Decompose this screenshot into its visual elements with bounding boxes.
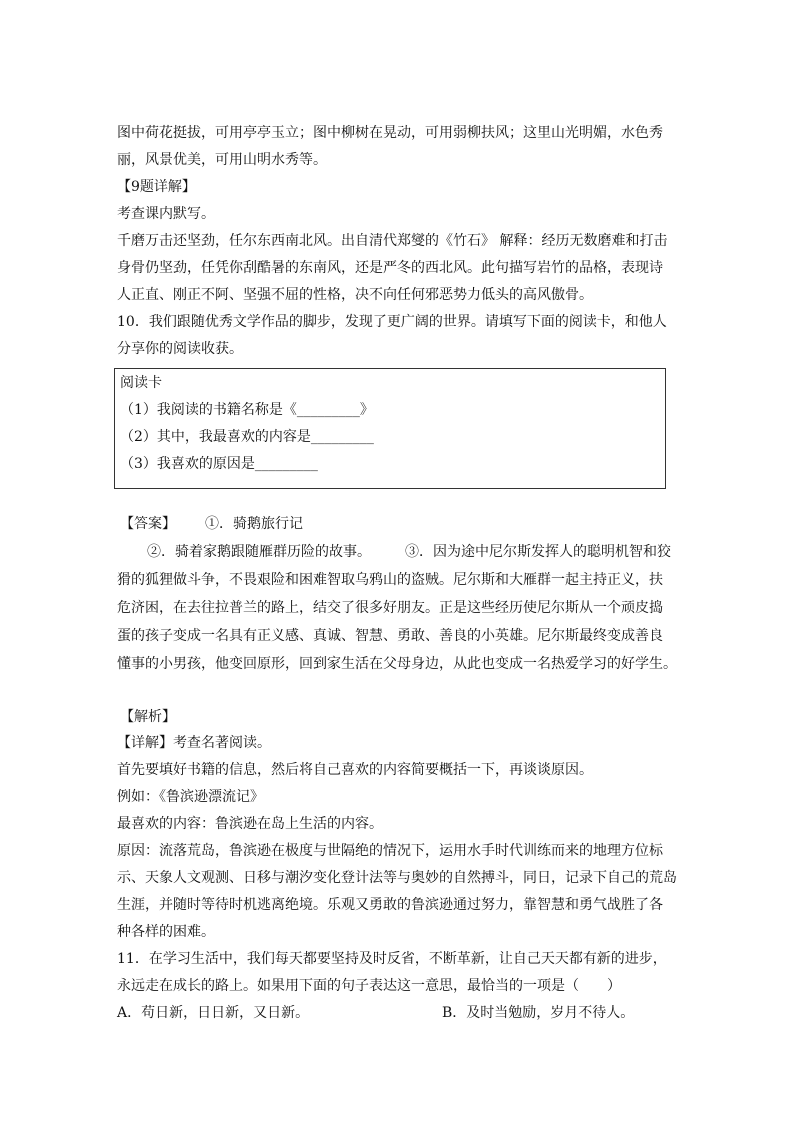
answer-3: ③．因为途中尼尔斯发挥人的聪明机智和狡	[405, 544, 671, 560]
section-heading: 【9题详解】	[117, 179, 196, 195]
analysis-line: 【详解】考查名著阅读。	[117, 735, 271, 751]
text-line: 身骨仍坚劲，任凭你刮酷暑的东南风，还是严冬的西北风。此句描写岩竹的品格，表现诗	[117, 260, 663, 276]
analysis-label: 【解析】	[120, 709, 176, 725]
answer-1: ①．骑鹅旅行记	[205, 516, 303, 532]
text-line: 图中荷花挺拔，可用亭亭玉立；图中柳树在晃动，可用弱柳扶风；这里山光明媚，水色秀	[117, 125, 663, 141]
analysis-line: 原因：流落荒岛，鲁滨逊在极度与世隔绝的情况下，运用水手时代训练而来的地理方位标	[117, 843, 663, 859]
text-line: 丽，风景优美，可用山明水秀等。	[117, 152, 327, 168]
answer-2: ②．骑着家鹅跟随雁群历险的故事。	[147, 544, 371, 560]
question-11: 11．在学习生活中，我们每天都要坚持及时反省，不断革新，让自己天天都有新的进步，	[117, 951, 667, 967]
answer-line: 蛋的孩子变成一名具有正义感、真诚、智慧、勇敢、善良的小英雄。尼尔斯最终变成善良	[117, 628, 663, 644]
card-item-reason: （3）我喜欢的原因是_________	[120, 456, 318, 472]
answer-label: 【答案】	[120, 516, 176, 532]
answer-line: 懂事的小男孩，他变回原形，回到家生活在父母身边，从此也变成一名热爱学习的好学生。	[117, 656, 677, 672]
card-item-book-name: （1）我阅读的书籍名称是《_________》	[120, 402, 374, 418]
analysis-line: 生涯，并随时等待时机逃离绝境。乐观又勇敢的鲁滨逊通过努力，靠智慧和勇气战胜了各	[117, 897, 663, 913]
option-a: A．苟日新，日日新，又日新。	[117, 1005, 310, 1021]
text-line: 千磨万击还坚劲，任尔东西南北风。出自清代郑燮的《竹石》 解释：经历无数磨难和打击	[117, 233, 668, 249]
card-title: 阅读卡	[120, 375, 162, 391]
analysis-line: 例如：《鲁滨逊漂流记》	[117, 789, 264, 805]
analysis-line: 最喜欢的内容：鲁滨逊在岛上生活的内容。	[117, 816, 383, 832]
answer-line: 猾的狐狸做斗争，不畏艰险和困难智取乌鸦山的盗贼。尼尔斯和大雁群一起主持正义，扶	[117, 572, 663, 588]
analysis-line: 种各样的困难。	[117, 924, 215, 940]
text-line: 人正直、刚正不阿、坚强不屈的性格，决不向任何邪恶势力低头的高风傲骨。	[117, 287, 593, 303]
reading-card	[114, 368, 666, 489]
card-item-favorite-content: （2）其中，我最喜欢的内容是_________	[120, 429, 374, 445]
text-line: 考查课内默写。	[117, 206, 215, 222]
option-b: B．及时当勉励，岁月不待人。	[442, 1005, 635, 1021]
question-10: 10．我们跟随优秀文学作品的脚步，发现了更广阔的世界。请填写下面的阅读卡，和他人	[117, 314, 667, 330]
answer-line: 危济困，在去往拉普兰的路上，结交了很多好朋友。正是这些经历使尼尔斯从一个顽皮捣	[117, 600, 663, 616]
text-line: 分享你的阅读收获。	[117, 341, 243, 357]
text-line: 永远走在成长的路上。如果用下面的句子表达这一意思，最恰当的一项是（ ）	[117, 978, 621, 994]
analysis-line: 首先要填好书籍的信息，然后将自己喜欢的内容简要概括一下，再谈谈原因。	[117, 762, 593, 778]
analysis-line: 示、天象人文观测、日移与潮汐变化登计法等与奥妙的自然搏斗，同日，记录下自己的荒岛	[117, 870, 677, 886]
